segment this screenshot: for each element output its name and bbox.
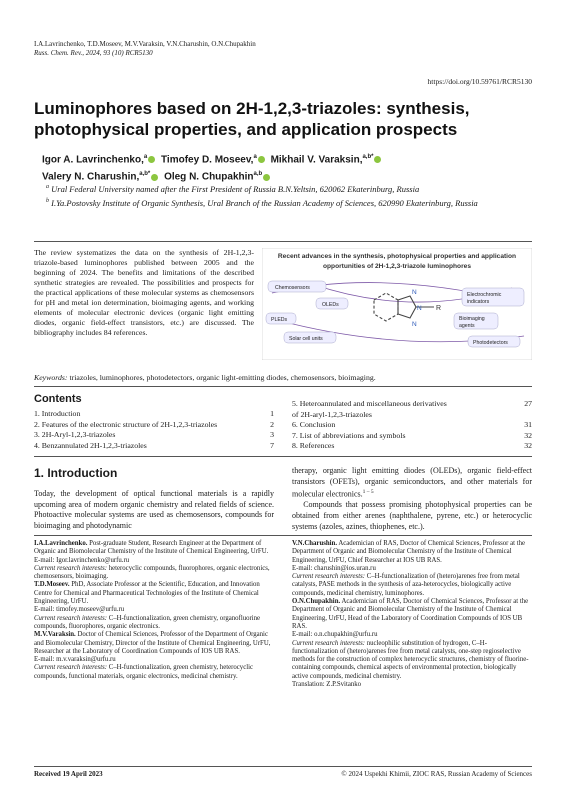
bio-name: O.N.Chupakhin. [292, 598, 341, 606]
bio-interests-label: Current research interests: [34, 564, 107, 572]
received-date: Received 19 April 2023 [34, 770, 103, 778]
bio-text: PhD, Associate Professor at the Scientific, Education, and Innovation Centre for Chemical and Pharmaceutical Technologies of the Institute of Chemical Engineering, UrFU. [34, 581, 260, 606]
orcid-icon[interactable] [148, 156, 155, 163]
bio-interests-text: C–H-functionalization, green chemistry, organofluorine compounds, fluorophores, organic electronics. [34, 614, 261, 630]
toc-entry-title: 5. Heteroannulated and miscellaneous derivatives [292, 399, 447, 408]
toc-entry-page: 27 [524, 399, 532, 408]
ga-heading-1: Recent advances in the synthesis, photophysical properties and application [277, 253, 517, 260]
toc-entry[interactable] [34, 430, 274, 441]
section-heading: 1. Introduction [34, 466, 118, 480]
divider [34, 386, 532, 387]
author-name: Mikhail V. Varaksin, [270, 154, 363, 166]
bio-interests-text: heterocyclic compounds, fluorophores, organic electronics, chemosensors, bioimaging. [34, 564, 270, 581]
ga-label-electrochromic: Electrochromic indicators [467, 292, 502, 305]
contents-heading: Contents [34, 393, 82, 405]
author-list [42, 150, 522, 185]
author-bio [34, 631, 274, 656]
author-name: Igor A. Lavrinchenko, [42, 154, 144, 166]
toc-entry-page: 2 [270, 419, 274, 429]
author-affiliation-sup: a,b* [139, 171, 151, 178]
bio-text: Post-graduate Student, Research Engineer at the Department of Organic and Biomolecular Chemistry of the Institute of Chemical Engineering, UrFU. [34, 540, 269, 556]
bio-email[interactable]: E-mail: m.v.varaksin@urfu.ru [34, 656, 116, 664]
author-line-1 [42, 150, 522, 167]
ga-n-label-1: N [412, 289, 417, 296]
affiliations [46, 182, 526, 210]
author-bio [34, 581, 274, 606]
ga-label-bioimaging: Bioimaging agents [459, 316, 485, 329]
affiliation-a [46, 182, 526, 195]
bio-email[interactable]: E-mail: o.n.chupakhin@urfu.ru [292, 631, 378, 639]
intro-right-p2: Compounds that possess promising photophysical properties can be obtained from either arenes (naphthalene, pyrene, etc.) or heterocyclic systems (azoles, azines, thiophenes, etc.). [292, 500, 533, 531]
bio-text: Academician of RAS, Doctor of Chemical Sciences, Professor at the Department of Organic and Biomolecular Chemistry of the Institute of Chemical Engineering, UrFU, Chief Researcher at IOS UB RAS. [292, 540, 526, 564]
toc-entry-page: 7 [270, 440, 274, 450]
affiliation-b [46, 196, 526, 209]
bio-name: V.N.Charushin. [292, 540, 338, 547]
toc-left [34, 409, 274, 451]
affiliation-b-text: I.Ya.Postovsky Institute of Organic Synthesis, Ural Branch of the Russian Academy of Sciences, 620990 Ekaterinburg, Russia [51, 197, 478, 208]
bio-interests [34, 615, 274, 632]
affiliation-b-label: b [46, 197, 49, 204]
toc-entry-page: 1 [270, 409, 274, 418]
bio-email[interactable]: E-mail: Igor.lavrinchenko@urfu.ru [34, 556, 130, 564]
doi-link[interactable]: https://doi.org/10.59761/RCR5130 [427, 77, 532, 86]
running-header [34, 40, 256, 58]
bio-interests-text: nucleophilic substitution of hydrogen, C–H-functionalization of (hetero)arenes free from metal catalysts, one-step regioselective methods for the construction of complex heterocyclic structures, chemistry of fluorine-containing compounds, chemical aspects of environmental protection, biologically active compounds, medicinal chemistry. [292, 639, 529, 680]
header-authors: I.A.Lavrinchenko, T.D.Moseev, M.V.Varaksin, V.N.Charushin, O.N.Chupakhin [34, 40, 256, 48]
toc-entry[interactable] [34, 441, 274, 452]
orcid-icon[interactable] [374, 156, 381, 163]
orcid-icon[interactable] [151, 174, 158, 181]
toc-entry-title: 2. Features of the electronic structure of 2H-1,2,3-triazoles [34, 419, 218, 429]
toc-entry-page: 32 [524, 441, 532, 450]
keywords [34, 373, 532, 383]
copyright: © 2024 Uspekhi Khimii, ZIOC RAS, Russian Academy of Sciences [341, 770, 532, 778]
ga-r-label: R [436, 305, 442, 312]
bio-interests-label: Current research interests: [34, 614, 107, 622]
citation-ref[interactable]: 1 – 5 [362, 489, 374, 496]
article-title: Luminophores based on 2H-1,2,3-triazoles: synthesis, photophysical properties, and application prospects [34, 99, 470, 139]
toc-entry[interactable] [292, 410, 532, 421]
toc-entry-title: 7. List of abbreviations and symbols [292, 430, 406, 440]
author-affiliation-sup: a,b [253, 171, 263, 178]
bio-interests-text: C–H-functionalization of (hetero)arenes free from metal catalysts, PASE methods in the synthesis of aza-heterocycles, biologically active compounds, medicinal chemistry, luminophores. [292, 573, 520, 597]
bio-text: Doctor of Chemical Sciences, Professor of the Department of Organic and Biomolecular Chemistry, Director of the Institute of Chemical Engineering, UrFU, Researcher at the Laboratory of Coordination Compounds of IOS UB RAS. [34, 631, 271, 655]
ga-n-label-2: N [412, 321, 417, 328]
ga-label-pleds: PLEDs [271, 317, 288, 323]
author-name: Oleg N. Chupakhin [164, 171, 254, 183]
author-name: Valery N. Charushin, [42, 171, 140, 183]
author-bio [292, 540, 532, 565]
ga-heading-2: opportunities of 2H-1,2,3-triazole luminophores [322, 263, 472, 270]
toc-right [292, 399, 532, 452]
toc-entry[interactable] [34, 420, 274, 431]
bios-right [292, 540, 532, 689]
toc-entry-title: 8. References [292, 441, 335, 450]
toc-entry-title: 3. 2H-Aryl-1,2,3-triazoles [34, 430, 116, 439]
ga-label-photodetectors: Photodetectors [473, 340, 508, 346]
toc-entry[interactable] [292, 420, 532, 431]
ga-label-solar-cells: Solar cell units [289, 336, 323, 342]
bios-left [34, 540, 274, 681]
bio-name: I.A.Lavrinchenko. [34, 540, 88, 547]
bio-name: T.D.Moseev. [34, 581, 70, 589]
bio-email[interactable]: E-mail: charushin@ios.uran.ru [292, 564, 376, 572]
bio-email[interactable]: E-mail: timofey.moseev@urfu.ru [34, 606, 125, 614]
bio-interests-label: Current research interests: [292, 639, 365, 647]
divider [34, 241, 532, 242]
toc-entry-title: 6. Conclusion [292, 420, 336, 429]
divider [34, 535, 532, 536]
affiliation-a-label: a [46, 184, 49, 190]
ga-n-label-3: N [417, 305, 422, 312]
page-footer [34, 770, 532, 778]
bio-interests-label: Current research interests: [292, 573, 365, 581]
divider [34, 456, 532, 457]
bio-name: M.V.Varaksin. [34, 631, 76, 639]
intro-right-p1: therapy, organic light emitting diodes (OLEDs), organic field-effect transistors (OFETs), organic semiconductors, and other materials for molecular electronics. [292, 466, 532, 499]
intro-right [292, 466, 532, 532]
bio-interests [34, 565, 274, 582]
toc-entry-title: of 2H-aryl-1,2,3-triazoles [292, 409, 372, 419]
divider [34, 766, 532, 767]
keywords-text: triazoles, luminophores, photodetectors, organic light-emitting diodes, chemosensors, bioimaging. [69, 373, 376, 382]
toc-entry[interactable] [292, 399, 532, 410]
ga-label-oleds: OLEDs [322, 302, 339, 308]
bio-interests [292, 640, 532, 681]
author-affiliation-sup: a [143, 154, 148, 160]
toc-entry-title: 1. Introduction [34, 409, 81, 418]
translation-credit: Translation: Z.P.Svitanko [292, 681, 362, 689]
orcid-icon[interactable] [263, 174, 270, 181]
intro-left: Today, the development of optical functional materials is a rapidly upcoming area of modern organic chemistry and related fields of science. Photoactive molecular systems are used as chemosensors, compounds for bioimaging and photodynamic [34, 489, 274, 530]
bio-interests [292, 573, 532, 598]
keywords-label: Keywords: [34, 373, 68, 382]
author-affiliation-sup: a [253, 154, 257, 160]
author-bio [34, 540, 274, 557]
bio-text: Academician of RAS, Doctor of Chemical Sciences, Professor at the Department of Organic and Biomolecular Chemistry of the Institute of Chemical Engineering, UrFU, Head of the Laboratory of Coordination Compounds of IOS UB RAS. [292, 598, 529, 630]
header-journal: Russ. Chem. Rev., 2024, 93 (10) RCR5130 [34, 49, 153, 57]
toc-entry-title: 4. Benzannulated 2H-1,2,3-triazoles [34, 440, 147, 450]
toc-entry[interactable] [34, 409, 274, 420]
bio-interests [34, 664, 274, 681]
toc-entry-page: 31 [524, 420, 532, 429]
bio-interests-text: C–H-functionalization, green chemistry, heterocyclic compounds, functional materials, organic electronics, medicinal chemistry. [34, 664, 254, 680]
bio-interests-label: Current research interests: [34, 664, 107, 672]
toc-entry-page: 32 [524, 430, 532, 440]
toc-entry[interactable] [292, 431, 532, 442]
graphical-abstract [262, 248, 532, 360]
affiliation-a-text: Ural Federal University named after the First President of Russia B.N.Yeltsin, 620062 Ekaterinburg, Russia [51, 183, 420, 194]
toc-entry-page: 3 [270, 430, 274, 439]
orcid-icon[interactable] [258, 156, 265, 163]
abstract: The review systematizes the data on the synthesis of 2H-1,2,3-triazole-based luminophores published between 2005 and the beginning of 2024. The benefits and limitations of the described synthetic strategies are revealed. The possibilities and prospects for the practical applications of these molecular systems as chemosensors for pH and metal ion determination, bioimaging agents, and working elements of molecular electronic devices (organic light emitting diodes, organic field-effect transistors, etc.) are discussed. The bibliography includes 84 references. [34, 248, 254, 337]
author-name: Timofey D. Moseev, [161, 154, 254, 166]
ga-label-chemosensors: Chemosensors [275, 285, 310, 291]
toc-entry[interactable] [292, 441, 532, 452]
author-affiliation-sup: a,b* [362, 154, 374, 160]
author-bio [292, 598, 532, 631]
